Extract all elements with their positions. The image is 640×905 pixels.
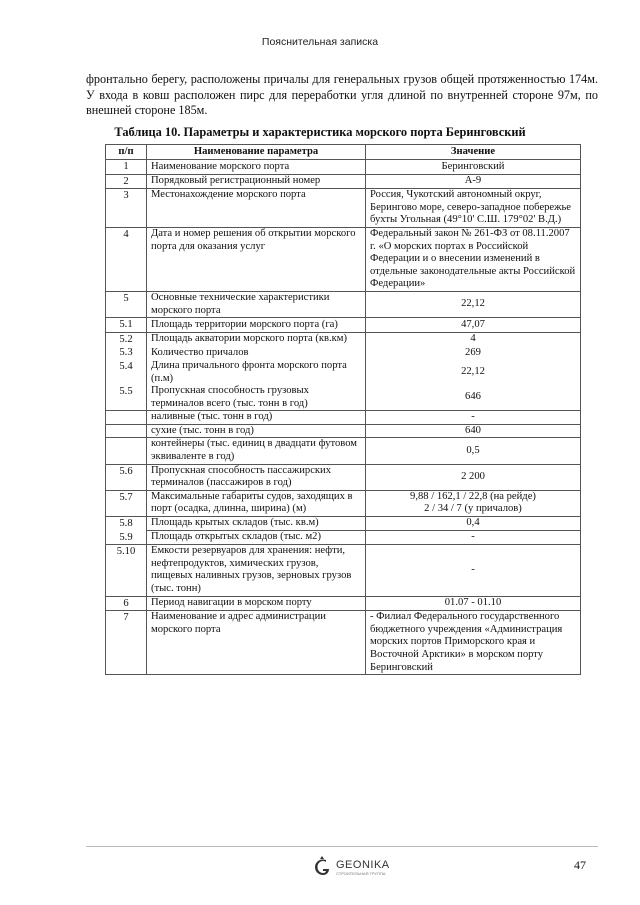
table-row [106, 227, 581, 291]
row-value: 640 [366, 424, 581, 438]
table-row [106, 385, 581, 411]
table-title: Таблица 10. Параметры и характеристика морского порта Беринговский [114, 125, 526, 139]
row-name: Пропускная способность пассажирских терминалов (пассажиров в год) [147, 464, 366, 490]
row-name: Наименование морского порта [147, 160, 366, 175]
row-value: 9,88 / 162,1 / 22,8 (на рейде) [410, 490, 536, 502]
row-num: 5.4 [106, 360, 147, 385]
row-num: 5.7 [106, 490, 147, 516]
row-num: 5.10 [106, 545, 147, 596]
col-header-num: п/п [106, 145, 147, 160]
row-value-secondary: 2 / 34 / 7 (у причалов) [424, 503, 522, 515]
table-row [106, 438, 581, 464]
table-row [106, 332, 581, 346]
row-value: А-9 [366, 174, 581, 189]
row-name: наливные (тыс. тонн в год) [147, 411, 366, 425]
row-num: 5.1 [106, 318, 147, 333]
table-row [106, 411, 581, 425]
row-value: 01.07 - 01.10 [366, 596, 581, 611]
row-num: 2 [106, 174, 147, 189]
table-row [106, 531, 581, 545]
row-name: Площадь акватории морского порта (кв.км) [147, 332, 366, 346]
row-num: 7 [106, 611, 147, 675]
row-name: Максимальные габариты судов, заходящих в порт (осадка, длинна, ширина) (м) [147, 490, 366, 516]
row-value-cell [366, 490, 581, 516]
row-name: Емкости резервуаров для хранения: нефти, нефтепродуктов, химических грузов, пищевых наливных грузов, зерновых грузов (тыс. тонн) [147, 545, 366, 596]
page-number: 47 [574, 858, 586, 872]
row-num [106, 411, 147, 425]
row-num: 5 [106, 291, 147, 317]
row-name: Площадь крытых складов (тыс. кв.м) [147, 517, 366, 531]
row-value: - Филиал Федерального государственного бюджетного учреждения «Администрация морских портов Приморского края и Восточной Арктики» в морском порту Беринговский [366, 611, 581, 675]
intro-paragraph [86, 72, 598, 119]
table-row [106, 360, 581, 385]
table-row [106, 611, 581, 675]
row-value: 47,07 [366, 318, 581, 333]
table-row [106, 318, 581, 333]
table-row [106, 346, 581, 360]
table-row [106, 174, 581, 189]
row-name: Площадь открытых складов (тыс. м2) [147, 531, 366, 545]
table-row [106, 464, 581, 490]
logo-subtext: СТРОИТЕЛЬНАЯ ГРУППА [336, 870, 386, 876]
row-num: 1 [106, 160, 147, 175]
table-row [106, 424, 581, 438]
row-value: 22,12 [366, 291, 581, 317]
table-header-row [106, 145, 581, 160]
row-value: Федеральный закон № 261-ФЗ от 08.11.2007 г. «О морских портах в Российской Федерации и о внесении изменений в отдельные законодательные акты Российской Федерации» [366, 227, 581, 291]
row-value: - [366, 531, 581, 545]
row-value: Беринговский [366, 160, 581, 175]
row-value: 269 [366, 346, 581, 360]
col-header-value: Значение [366, 145, 581, 160]
table-row [106, 291, 581, 317]
row-num [106, 438, 147, 464]
row-name: Количество причалов [147, 346, 366, 360]
row-value: 646 [366, 385, 581, 411]
row-num: 5.8 [106, 517, 147, 531]
running-header: Пояснительная записка [261, 36, 379, 48]
row-value: 0,4 [366, 517, 581, 531]
row-name: Наименование и адрес администрации морского порта [147, 611, 366, 675]
row-name: сухие (тыс. тонн в год) [147, 424, 366, 438]
row-value: - [366, 411, 581, 425]
row-num: 3 [106, 189, 147, 228]
row-value: 4 [366, 332, 581, 346]
row-name: Период навигации в морском порту [147, 596, 366, 611]
table-row [106, 490, 581, 516]
table-row [106, 545, 581, 596]
row-num: 5.9 [106, 531, 147, 545]
row-name: Дата и номер решения об открытии морского порта для оказания услуг [147, 227, 366, 291]
row-name: Местонахождение морского порта [147, 189, 366, 228]
row-name: Длина причального фронта морского порта (п.м) [147, 360, 366, 385]
geonika-logo [312, 854, 390, 880]
row-num: 5.3 [106, 346, 147, 360]
row-name: контейнеры (тыс. единиц в двадцати футовом эквиваленте в год) [147, 438, 366, 464]
row-value: 0,5 [366, 438, 581, 464]
row-num: 5.6 [106, 464, 147, 490]
row-num: 5.5 [106, 385, 147, 411]
footer-divider [86, 846, 598, 847]
row-value: Россия, Чукотский автономный округ, Берингово море, северо-западное побережье бухты Угольная (49°10' С.Ш. 179°02' В.Д.) [366, 189, 581, 228]
port-parameters-table [105, 144, 581, 675]
row-num [106, 424, 147, 438]
logo-wordmark [336, 859, 390, 876]
geonika-logo-icon [312, 856, 332, 878]
table-row [106, 189, 581, 228]
table-row [106, 517, 581, 531]
row-name: Пропускная способность грузовых терминалов всего (тыс. тонн в год) [147, 385, 366, 411]
table-row [106, 596, 581, 611]
col-header-name: Наименование параметра [147, 145, 366, 160]
logo-text: GEONIKA [336, 858, 390, 871]
intro-text: фронтально берегу, расположены причалы для генеральных грузов общей протяженностью 174м. У входа в ковш расположен пирс для переработки угля длиной по внутренней стороне 97м, по внешней стороне 185м. [86, 72, 598, 117]
row-value: - [366, 545, 581, 596]
row-value: 22,12 [366, 360, 581, 385]
row-num: 5.2 [106, 332, 147, 346]
row-value: 2 200 [366, 464, 581, 490]
table-row [106, 160, 581, 175]
row-name: Основные технические характеристики морского порта [147, 291, 366, 317]
row-name: Площадь территории морского порта (га) [147, 318, 366, 333]
row-name: Порядковый регистрационный номер [147, 174, 366, 189]
row-num: 4 [106, 227, 147, 291]
row-num: 6 [106, 596, 147, 611]
